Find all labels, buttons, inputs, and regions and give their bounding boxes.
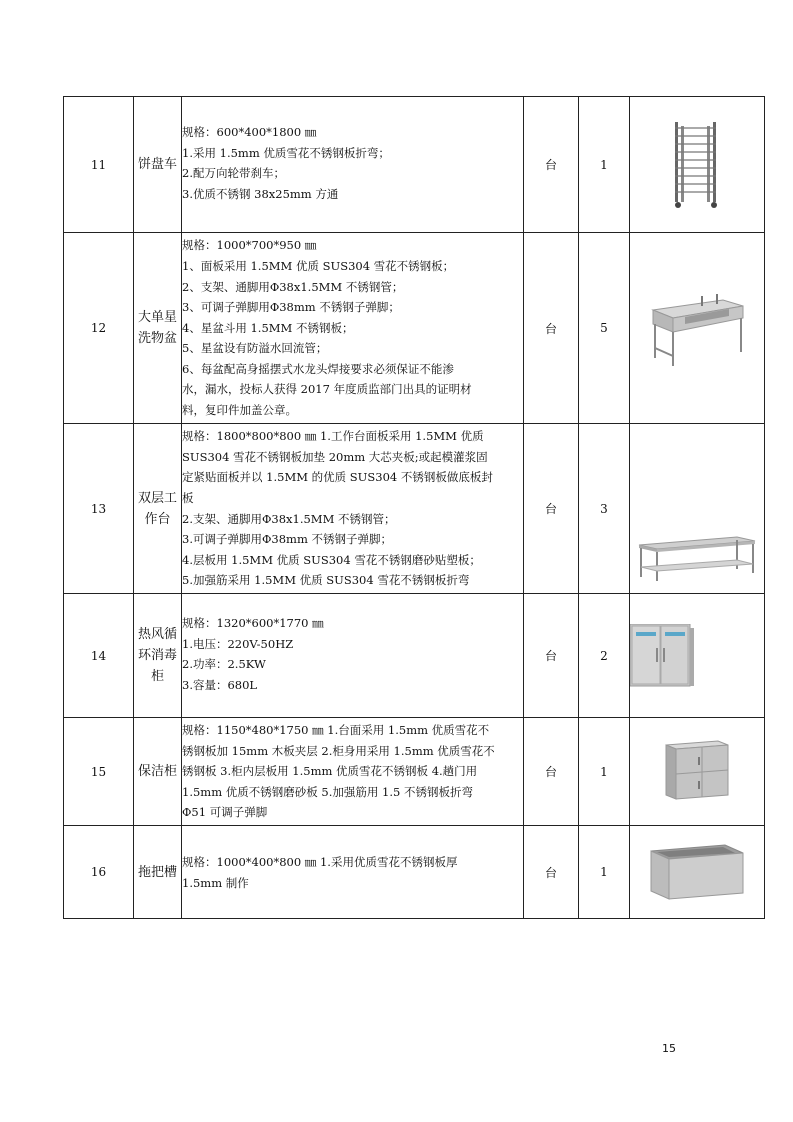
item-unit: 台 [524, 826, 579, 919]
item-spec: 规格：600*400*1800 ㎜ 1.采用 1.5mm 优质雪花不锈钢板折弯； 2.配万向轮带刹车； 3.优质不锈钢 38x25mm 方通 [182, 97, 524, 233]
item-quantity: 2 [579, 594, 630, 718]
item-quantity: 1 [579, 97, 630, 233]
item-unit: 台 [524, 594, 579, 718]
table-row [64, 424, 765, 594]
row-number: 12 [64, 233, 134, 424]
row-number: 14 [64, 594, 134, 718]
mop-sink-image [647, 841, 747, 903]
item-quantity: 5 [579, 233, 630, 424]
page-number: 15 [662, 1042, 676, 1055]
item-name: 保洁柜 [134, 718, 182, 826]
item-name: 大单星洗物盆 [134, 233, 182, 424]
row-number: 11 [64, 97, 134, 233]
table-row [64, 718, 765, 826]
item-name: 热风循环消毒柜 [134, 594, 182, 718]
item-unit: 台 [524, 424, 579, 594]
row-number: 15 [64, 718, 134, 826]
item-spec: 规格：1320*600*1770 ㎜ 1.电压：220V-50HZ 2.功率：2.5KW 3.容量：680L [182, 594, 524, 718]
table-row [64, 826, 765, 919]
item-spec: 规格：1000*700*950 ㎜ 1、面板采用 1.5MM 优质 SUS304 雪花不锈钢板； 2、支架、通脚用Φ38x1.5MM 不锈钢管； 3、可调子弹脚用Φ38mm 不锈钢子弹脚； 4、星盆斗用 1.5MM 不锈钢板； 5、星盆设有防溢水回流管； 6、每盆配高身摇摆式水龙头焊接要求必须保证不能渗 水，漏水，投标人获得 2017 年度质监部门出具的证明材 料，复印件加盖公章。 [182, 233, 524, 424]
item-unit: 台 [524, 718, 579, 826]
double-worktable-image [637, 533, 757, 583]
item-name: 双层工作台 [134, 424, 182, 594]
item-name: 拖把槽 [134, 826, 182, 919]
item-spec: 规格：1800*800*800 ㎜ 1.工作台面板采用 1.5MM 优质 SUS304 雪花不锈钢板加垫 20mm 大芯夹板;或起模灌浆固 定紧贴面板并以 1.5MM 的优质 SUS304 不锈钢板做底板封 板 2.支架、通脚用Φ38x1.5MM 不锈钢管； 3.可调子弹脚用Φ38mm 不锈钢子弹脚； 4.层板用 1.5MM 优质 SUS304 雪花不锈钢磨砂贴塑板； 5.加强筋采用 1.5MM 优质 SUS304 雪花不锈钢板折弯 [182, 424, 524, 594]
table-row [64, 97, 765, 233]
single-sink-image [647, 288, 747, 368]
item-name: 饼盘车 [134, 97, 182, 233]
disinfection-cabinet-image [630, 624, 765, 688]
item-unit: 台 [524, 233, 579, 424]
table-row [64, 594, 765, 718]
equipment-spec-table [63, 96, 765, 919]
item-quantity: 1 [579, 718, 630, 826]
item-spec: 规格：1150*480*1750 ㎜ 1.台面采用 1.5mm 优质雪花不 锈钢板加 15mm 木板夹层 2.柜身用采用 1.5mm 优质雪花不 锈钢板 3.柜内层板用 1.5mm 优质雪花不锈钢板 4.趟门用 1.5mm 优质不锈钢磨砂板 5.加强筋用 1.5 不锈钢板折弯 Φ51 可调子弹脚 [182, 718, 524, 826]
item-quantity: 3 [579, 424, 630, 594]
cleaning-cabinet-image [662, 739, 732, 805]
tray-trolley-image [667, 120, 727, 210]
item-spec: 规格：1000*400*800 ㎜ 1.采用优质雪花不锈钢板厚 1.5mm 制作 [182, 826, 524, 919]
item-unit: 台 [524, 97, 579, 233]
row-number: 16 [64, 826, 134, 919]
item-quantity: 1 [579, 826, 630, 919]
row-number: 13 [64, 424, 134, 594]
table-row [64, 233, 765, 424]
